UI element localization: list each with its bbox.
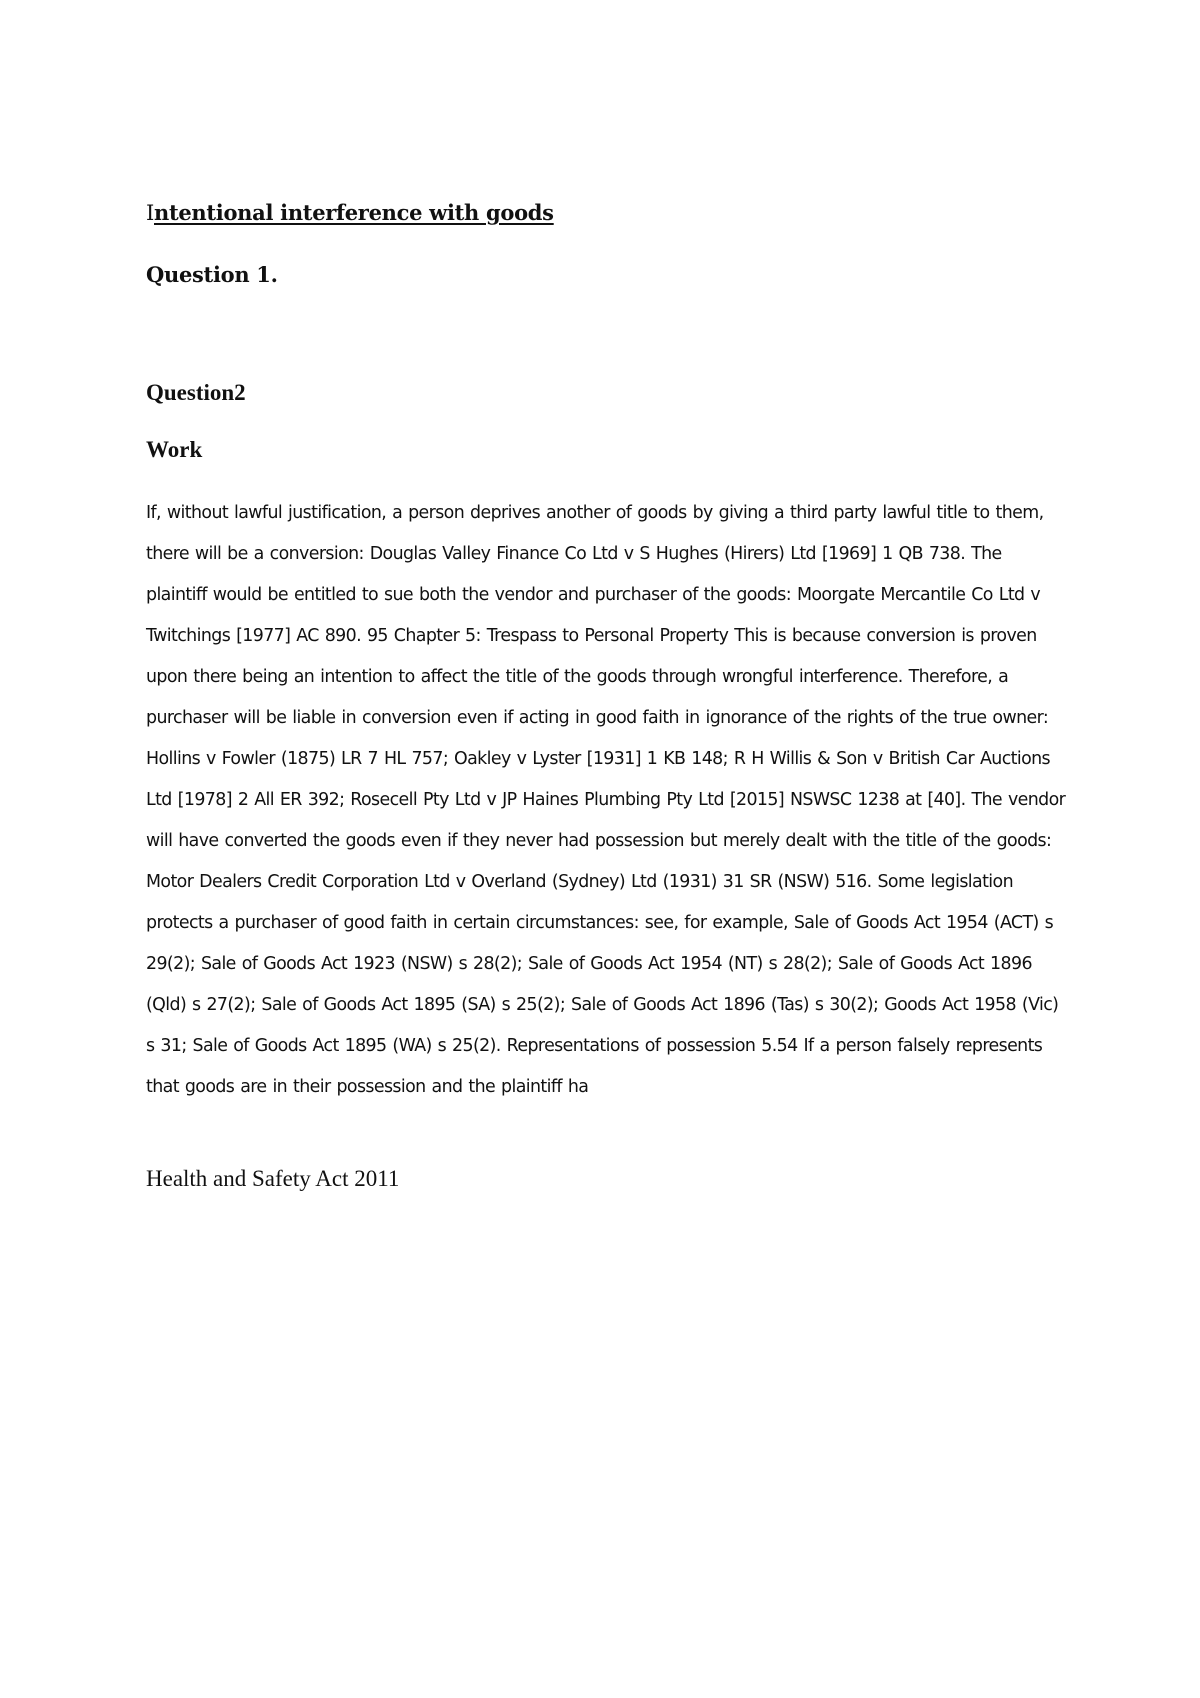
body-paragraph: If, without lawful justification, a person deprives another of goods by giving a third party lawful title to them, there will be a conversion: Douglas Valley Finance Co Ltd v S Hughes (Hirers) Ltd [1969] 1 QB 738. The plaintiff would be entitled to sue both the vendor and purchaser of the goods: Moorgate Mercantile Co Ltd v Twitchings [1977] AC 890. 95 Chapter 5: Trespass to Personal Property This is because conversion is proven upon there being an intention to affect the title of the goods through wrongful interference. Therefore, a purchaser will be liable in conversion even if acting in good faith in ignorance of the rights of the true owner: Hollins v Fowler (1875) LR 7 HL 757; Oakley v Lyster [1931] 1 KB 148; R H Willis & Son v British Car Auctions Ltd [1978] 2 All ER 392; Rosecell Pty Ltd v JP Haines Plumbing Pty Ltd [2015] NSWSC 1238 at [40]. The vendor will have converted the goods even if they never had possession but merely dealt with the title of the goods: Motor Dealers Credit Corporation Ltd v Overland (Sydney) Ltd (1931) 31 SR (NSW) 516. Some legislation protects a purchaser of good faith in certain circumstances: see, for example, Sale of Goods Act 1954 (ACT) s 29(2); Sale of Goods Act 1923 (NSW) s 28(2); Sale of Goods Act 1954 (NT) s 28(2); Sale of Goods Act 1896 (Qld) s 27(2); Sale of Goods Act 1895 (SA) s 25(2); Sale of Goods Act 1896 (Tas) s 30(2); Goods Act 1958 (Vic) s 31; Sale of Goods Act 1895 (WA) s 25(2). Representations of possession 5.54 If a person falsely represents that goods are in their possession and the plaintiff ha xyxy=(146,503,1066,1097)
health-safety-act-line: Health and Safety Act 2011 xyxy=(146,1166,400,1191)
document-title-initial: I xyxy=(146,201,154,225)
question-2-heading: Question2 xyxy=(146,380,246,405)
document-title-text: ntentional interference with goods xyxy=(154,200,554,225)
question-1-heading: Question 1. xyxy=(146,262,278,287)
work-heading: Work xyxy=(146,437,203,462)
document-title xyxy=(146,200,554,225)
